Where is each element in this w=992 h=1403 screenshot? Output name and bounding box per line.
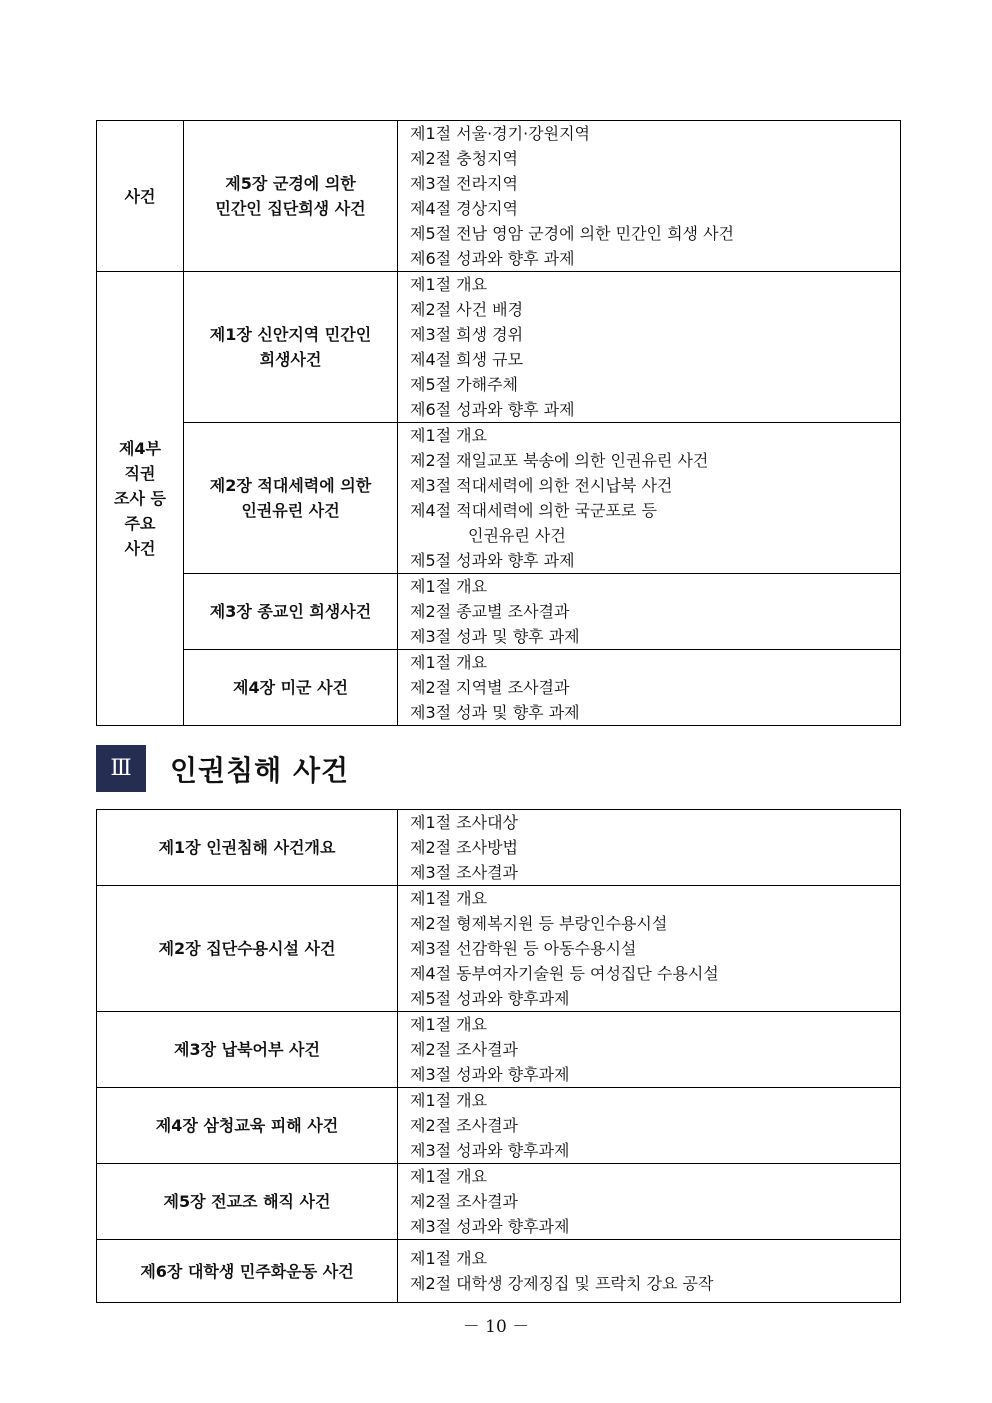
sections-cell xyxy=(398,423,901,574)
table-row xyxy=(97,121,901,272)
table-row xyxy=(97,574,901,650)
section-item: 제1절 개요 xyxy=(410,426,488,445)
table-part4 xyxy=(96,120,901,726)
part-label: 사건 xyxy=(124,539,156,558)
chapter-title: 제5장 군경에 의한 xyxy=(225,174,356,193)
section-item: 제2절 종교별 조사결과 xyxy=(410,602,570,621)
sections-cell xyxy=(398,1164,901,1240)
section-item: 제4절 경상지역 xyxy=(410,199,519,218)
section-item: 제2절 충청지역 xyxy=(410,149,519,168)
section-item: 제3절 조사결과 xyxy=(410,863,519,882)
sections-cell xyxy=(398,1088,901,1164)
section-item: 제3절 성과와 향후과제 xyxy=(410,1065,570,1084)
sections-cell xyxy=(398,121,901,272)
section-item: 제5절 전남 영암 군경에 의한 민간인 희생 사건 xyxy=(410,224,734,243)
section-title: 인권침해 사건 xyxy=(170,753,350,787)
section-item: 제6절 성과와 향후 과제 xyxy=(410,249,575,268)
part-label: 주요 xyxy=(124,514,156,533)
section-item: 제2절 지역별 조사결과 xyxy=(410,678,570,697)
chapter-title: 인권유린 사건 xyxy=(241,501,340,520)
part-label: 제4부 xyxy=(118,439,162,458)
chapter-title: 제2장 적대세력에 의한 xyxy=(209,476,372,495)
section-item: 제1절 조사대상 xyxy=(410,813,519,832)
chapter-title: 희생사건 xyxy=(259,350,322,369)
section-item: 제2절 대학생 강제징집 및 프락치 강요 공작 xyxy=(410,1274,714,1293)
section-item: 제5절 가해주체 xyxy=(410,375,519,394)
table-row xyxy=(97,650,901,726)
table-row xyxy=(97,810,901,886)
section-item: 제1절 개요 xyxy=(410,653,488,672)
table-row xyxy=(97,1088,901,1164)
section-item: 제1절 개요 xyxy=(410,1167,488,1186)
section-item: 제2절 사건 배경 xyxy=(410,300,524,319)
sections-cell xyxy=(398,1012,901,1088)
chapter-cell: 제3장 납북어부 사건 xyxy=(97,1012,398,1088)
part-cell xyxy=(97,121,184,272)
part-label: 사건 xyxy=(124,186,156,206)
chapter-cell xyxy=(184,423,398,574)
chapter-cell: 제2장 집단수용시설 사건 xyxy=(97,886,398,1012)
chapter-cell xyxy=(184,574,398,650)
section-item: 제1절 개요 xyxy=(410,889,488,908)
section-item: 제2절 형제복지원 등 부랑인수용시설 xyxy=(410,914,668,933)
table-row xyxy=(97,423,901,574)
section-item: 제4절 동부여자기술원 등 여성집단 수용시설 xyxy=(410,964,719,983)
section-item: 제4절 희생 규모 xyxy=(410,350,524,369)
chapter-title: 제1장 신안지역 민간인 xyxy=(209,325,372,344)
chapter-cell xyxy=(184,272,398,423)
chapter-title: 제3장 종교인 희생사건 xyxy=(209,602,372,621)
section-item: 제1절 개요 xyxy=(410,1249,488,1268)
table-row xyxy=(97,1240,901,1303)
chapter-cell: 제5장 전교조 해직 사건 xyxy=(97,1164,398,1240)
chapter-cell: 제6장 대학생 민주화운동 사건 xyxy=(97,1240,398,1303)
section-item: 제1절 서울·경기·강원지역 xyxy=(410,124,590,143)
section-item: 제5절 성과와 향후과제 xyxy=(410,989,570,1008)
section-item: 제2절 재일교포 북송에 의한 인권유린 사건 xyxy=(410,451,709,470)
chapter-title: 제4장 미군 사건 xyxy=(232,678,348,697)
chapter-cell: 제4장 삼청교육 피해 사건 xyxy=(97,1088,398,1164)
section-item: 제3절 성과 및 향후 과제 xyxy=(410,703,580,722)
section-heading xyxy=(96,745,349,792)
section-item: 제1절 개요 xyxy=(410,577,488,596)
section-item: 제6절 성과와 향후 과제 xyxy=(410,400,575,419)
table-row xyxy=(97,1164,901,1240)
section-item: 제2절 조사결과 xyxy=(410,1116,519,1135)
chapter-cell: 제1장 인권침해 사건개요 xyxy=(97,810,398,886)
section-item: 제3절 성과와 향후과제 xyxy=(410,1141,570,1160)
section-item: 제3절 성과 및 향후 과제 xyxy=(410,627,580,646)
section-item: 제3절 선감학원 등 아동수용시설 xyxy=(410,939,637,958)
section-item: 제5절 성과와 향후 과제 xyxy=(410,551,575,570)
section-item: 제3절 적대세력에 의한 전시납북 사건 xyxy=(410,476,673,495)
section-item: 제2절 조사결과 xyxy=(410,1192,519,1211)
table-row xyxy=(97,1012,901,1088)
chapter-cell xyxy=(184,121,398,272)
sections-cell xyxy=(398,272,901,423)
section-number-box: Ⅲ xyxy=(96,745,146,792)
section-item: 제1절 개요 xyxy=(410,275,488,294)
section-item: 제1절 개요 xyxy=(410,1015,488,1034)
section-item: 제3절 전라지역 xyxy=(410,174,519,193)
chapter-cell xyxy=(184,650,398,726)
part4-cell xyxy=(97,272,184,726)
part-label: 조사 등 xyxy=(114,489,166,508)
part-label: 직권 xyxy=(124,464,156,483)
section-item: 인권유린 사건 xyxy=(468,526,566,545)
chapter-title: 민간인 집단희생 사건 xyxy=(215,199,366,218)
section-item: 제3절 희생 경위 xyxy=(410,325,524,344)
page-number: － 10 － xyxy=(462,1317,530,1337)
section-item: 제2절 조사결과 xyxy=(410,1040,519,1059)
section-item: 제1절 개요 xyxy=(410,1091,488,1110)
sections-cell xyxy=(398,1240,901,1303)
sections-cell xyxy=(398,810,901,886)
section-item: 제4절 적대세력에 의한 국군포로 등 xyxy=(410,501,657,520)
sections-cell xyxy=(398,574,901,650)
section-item: 제2절 조사방법 xyxy=(410,838,519,857)
sections-cell xyxy=(398,886,901,1012)
table-row xyxy=(97,886,901,1012)
section-item: 제3절 성과와 향후과제 xyxy=(410,1217,570,1236)
table-human-rights xyxy=(96,809,901,1303)
table-row xyxy=(97,272,901,423)
sections-cell xyxy=(398,650,901,726)
